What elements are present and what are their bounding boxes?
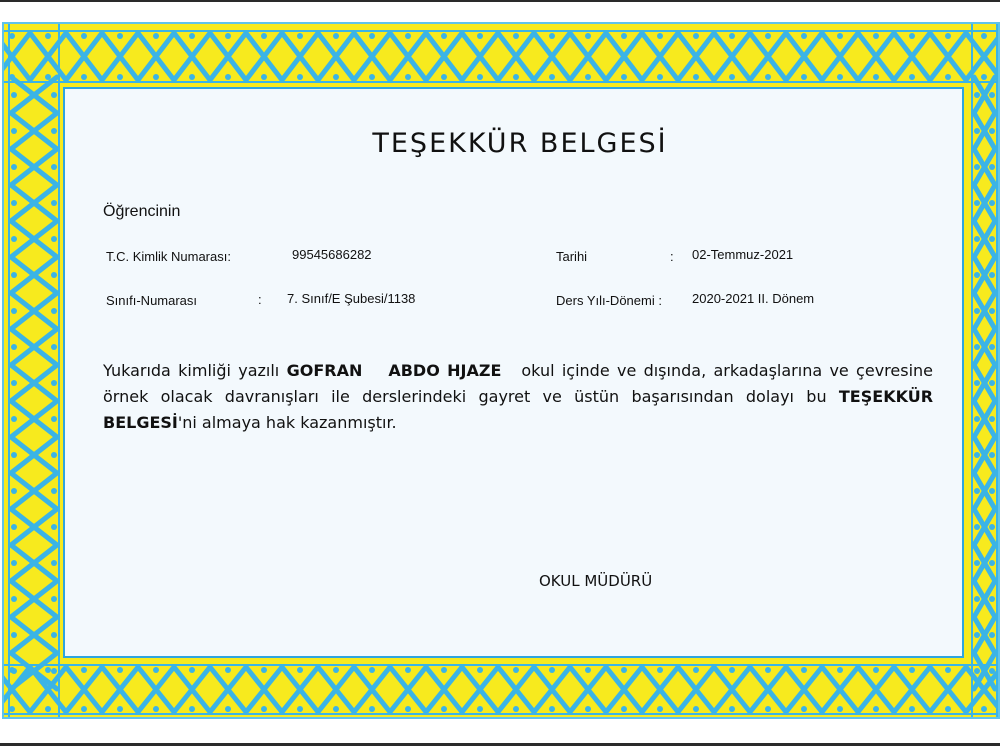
class-colon: : — [258, 292, 262, 307]
top-edge-line — [0, 0, 1000, 2]
student-heading: Öğrencinin — [103, 203, 181, 220]
body-intro: Yukarıda kimliği yazılı — [103, 361, 280, 380]
student-middle-name: ABDO — [388, 361, 440, 380]
certificate-body-text — [103, 358, 933, 436]
tc-value: 99545686282 — [292, 247, 372, 262]
tc-label: T.C. Kimlik Numarası: — [106, 249, 231, 264]
bottom-edge-line — [0, 743, 1000, 746]
year-label: Ders Yılı-Dönemi : — [556, 293, 662, 308]
student-first-name: GOFRAN — [286, 361, 363, 380]
class-value: 7. Sınıf/E Şubesi/1138 — [287, 291, 416, 306]
class-label: Sınıfı-Numarası — [106, 293, 198, 308]
body-end-text: 'ni almaya hak kazanmıştır. — [177, 413, 397, 432]
date-label: Tarihi — [556, 249, 588, 264]
student-last-name: HJAZE — [447, 361, 502, 380]
date-value: 02-Temmuz-2021 — [692, 247, 794, 262]
body-main-text: okul içinde ve dışında, arkadaşlarına ve çevresine örnek olacak davranışları ile derslerindeki gayret ve üstün başarısından dolayı bu — [103, 361, 934, 406]
award-name: TEŞEKKÜR BELGESİ — [103, 387, 934, 432]
year-value: 2020-2021 II. Dönem — [692, 291, 815, 306]
principal-signature-label: OKUL MÜDÜRÜ — [539, 572, 653, 590]
date-colon: : — [670, 249, 674, 264]
certificate-title: TEŞEKKÜR BELGESİ — [372, 128, 668, 159]
